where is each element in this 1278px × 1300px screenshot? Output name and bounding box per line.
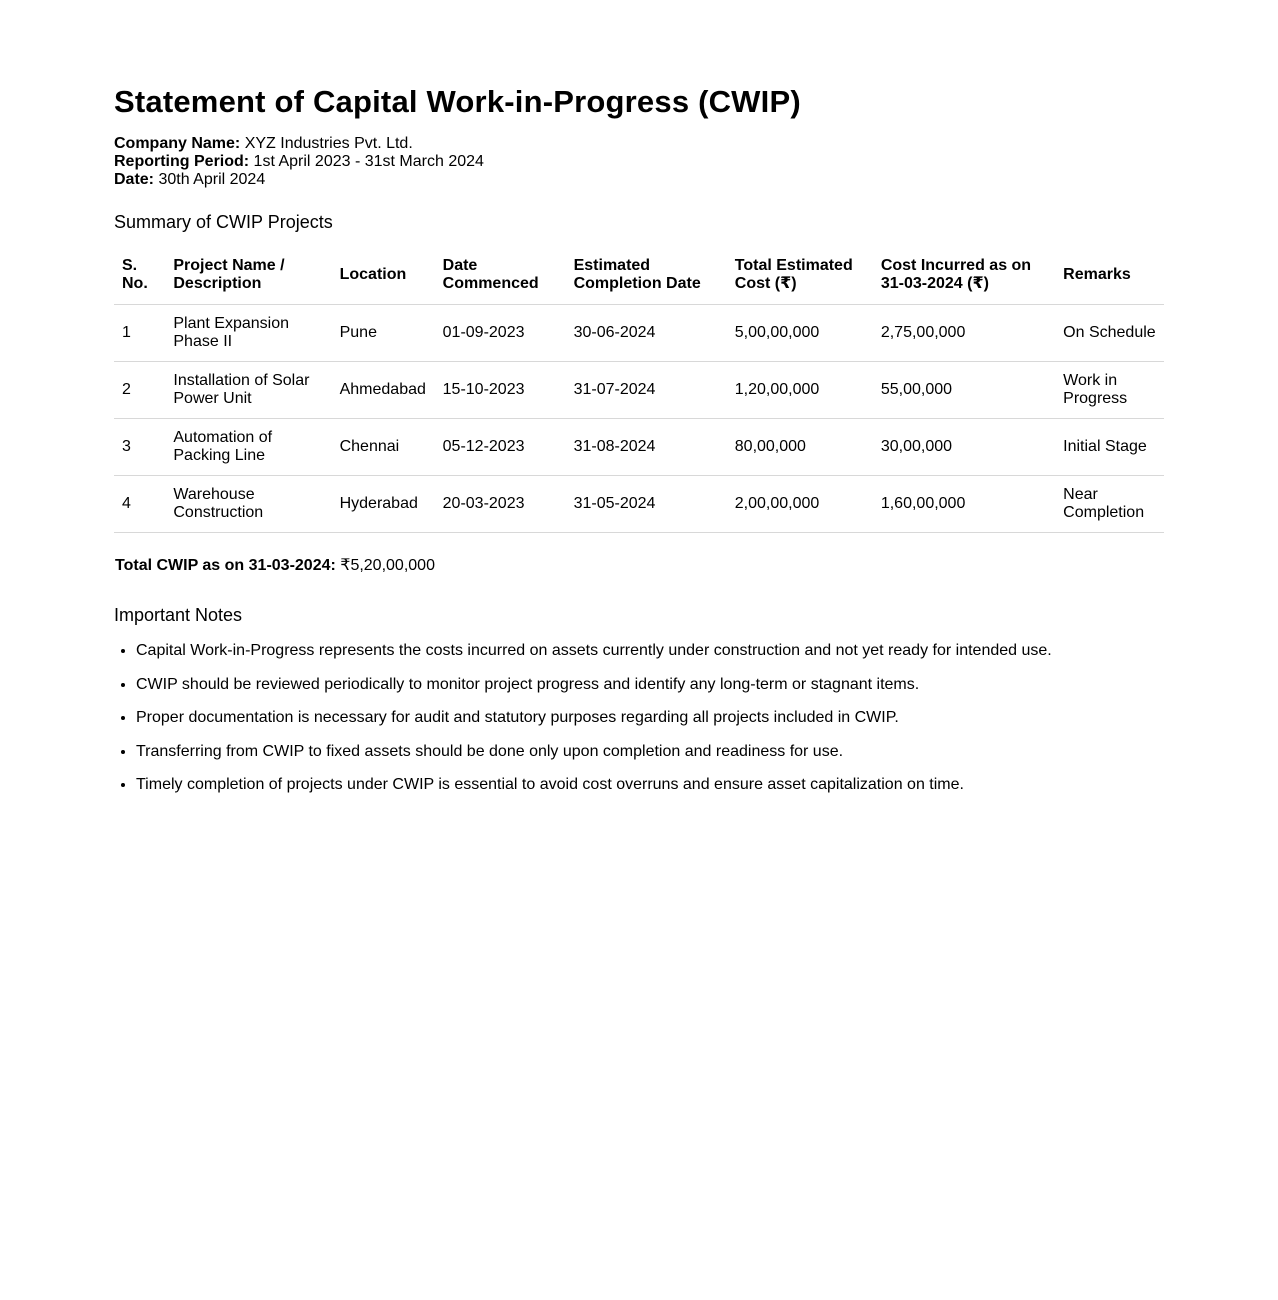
summary-heading: Summary of CWIP Projects (114, 212, 333, 232)
cell-remarks: On Schedule (1055, 305, 1164, 362)
cell-location: Ahmedabad (332, 362, 435, 419)
cell-sno: 4 (114, 476, 165, 533)
page-title: Statement of Capital Work-in-Progress (CWIP) (114, 84, 801, 119)
table-row (114, 362, 1164, 419)
company-name-line (114, 135, 1164, 153)
cell-project-name: Plant Expansion Phase II (165, 305, 331, 362)
cell-project-name: Installation of Solar Power Unit (165, 362, 331, 419)
cell-date-commenced: 05-12-2023 (435, 419, 566, 476)
reporting-period-line (114, 153, 1164, 171)
note-item: • Timely completion of projects under CWIP is essential to avoid cost overruns and ensure asset capitalization on time. (136, 776, 1164, 794)
cell-sno: 2 (114, 362, 165, 419)
table-header-row (114, 252, 1164, 305)
cell-location: Pune (332, 305, 435, 362)
note-item: • Proper documentation is necessary for audit and statutory purposes regarding all projects included in CWIP. (136, 709, 1164, 727)
cell-sno: 1 (114, 305, 165, 362)
cell-project-name: Automation of Packing Line (165, 419, 331, 476)
date-label: Date: (114, 171, 155, 188)
date-value: 30th April 2024 (154, 171, 266, 188)
header-total-estimated-cost: Total Estimated Cost (₹) (727, 252, 873, 305)
table-row (114, 305, 1164, 362)
company-name-value: XYZ Industries Pvt. Ltd. (240, 135, 413, 152)
note-item: • CWIP should be reviewed periodically to monitor project progress and identify any long-term or stagnant items. (136, 676, 1164, 694)
cell-total-estimated-cost: 2,00,00,000 (727, 476, 873, 533)
notes-list (114, 642, 1164, 794)
cell-remarks: Initial Stage (1055, 419, 1164, 476)
reporting-period-value: 1st April 2023 - 31st March 2024 (249, 153, 484, 170)
cell-location: Chennai (332, 419, 435, 476)
cell-remarks: Near Completion (1055, 476, 1164, 533)
cell-total-estimated-cost: 80,00,000 (727, 419, 873, 476)
header-date-commenced: Date Commenced (435, 252, 566, 305)
total-cwip-label: Total CWIP as on 31-03-2024: (115, 557, 336, 574)
document-meta (114, 135, 1164, 189)
header-cost-incurred: Cost Incurred as on 31-03-2024 (₹) (873, 252, 1055, 305)
cell-date-commenced: 15-10-2023 (435, 362, 566, 419)
cell-estimated-completion: 30-06-2024 (566, 305, 727, 362)
cell-sno: 3 (114, 419, 165, 476)
cell-cost-incurred: 2,75,00,000 (873, 305, 1055, 362)
total-cwip-line (114, 557, 1164, 575)
cell-date-commenced: 20-03-2023 (435, 476, 566, 533)
cell-estimated-completion: 31-08-2024 (566, 419, 727, 476)
cwip-table (114, 252, 1164, 533)
company-name-label: Company Name: (114, 135, 241, 152)
header-sno: S. No. (114, 252, 165, 305)
table-row (114, 419, 1164, 476)
date-line (114, 171, 1164, 189)
cell-project-name: Warehouse Construction (165, 476, 331, 533)
cell-remarks: Work in Progress (1055, 362, 1164, 419)
cell-location: Hyderabad (332, 476, 435, 533)
header-remarks: Remarks (1055, 252, 1164, 305)
cell-total-estimated-cost: 5,00,00,000 (727, 305, 873, 362)
header-location: Location (332, 252, 435, 305)
total-cwip-value: ₹5,20,00,000 (335, 557, 435, 574)
cell-estimated-completion: 31-07-2024 (566, 362, 727, 419)
cell-total-estimated-cost: 1,20,00,000 (727, 362, 873, 419)
reporting-period-label: Reporting Period: (114, 153, 250, 170)
notes-heading: Important Notes (114, 605, 243, 625)
note-item: • Transferring from CWIP to fixed assets should be done only upon completion and readiness for use. (136, 743, 1164, 761)
cell-cost-incurred: 1,60,00,000 (873, 476, 1055, 533)
header-estimated-completion: Estimated Completion Date (566, 252, 727, 305)
cell-estimated-completion: 31-05-2024 (566, 476, 727, 533)
cell-date-commenced: 01-09-2023 (435, 305, 566, 362)
cell-cost-incurred: 55,00,000 (873, 362, 1055, 419)
header-project-name: Project Name / Description (165, 252, 331, 305)
cell-cost-incurred: 30,00,000 (873, 419, 1055, 476)
note-item: • Capital Work-in-Progress represents the costs incurred on assets currently under construction and not yet ready for intended use. (136, 642, 1164, 660)
table-row (114, 476, 1164, 533)
